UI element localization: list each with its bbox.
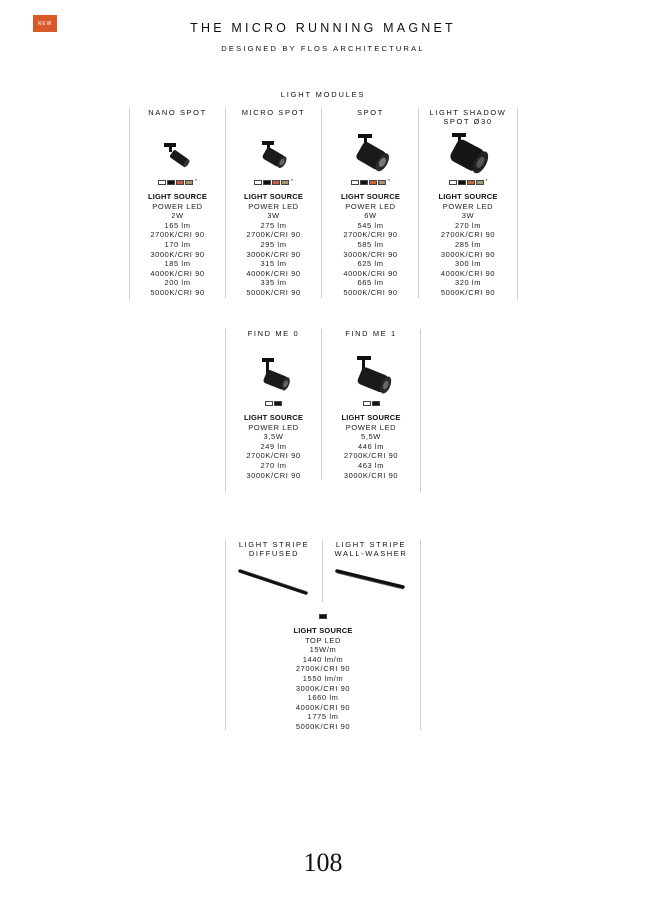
module-title: LIGHT SHADOW SPOT Ø30 xyxy=(429,108,507,126)
spec-line: TOP LED xyxy=(304,635,342,645)
finish-swatch-black xyxy=(319,614,327,619)
spec-line: 3000K/CRI 90 xyxy=(440,249,496,259)
finish-swatches xyxy=(226,180,321,192)
stripe-spec-block xyxy=(225,614,421,732)
light-source-heading: LIGHT SOURCE xyxy=(243,413,304,422)
finish-swatch-white xyxy=(254,180,262,185)
spec-line: 446 lm xyxy=(357,441,385,451)
finish-swatch-black xyxy=(263,180,271,185)
light-source-heading: LIGHT SOURCE xyxy=(340,192,401,201)
spec-line: 270 lm xyxy=(454,220,482,230)
finish-swatch-white xyxy=(265,401,273,406)
spec-line: 6W xyxy=(364,211,377,221)
spec-line: 275 lm xyxy=(260,220,287,230)
finish-swatch-copper xyxy=(176,180,184,185)
light-source-specs xyxy=(323,192,418,298)
module-title: SPOT xyxy=(357,108,384,117)
spec-line: 4000K/CRI 90 xyxy=(295,702,351,712)
finish-swatch-bronze xyxy=(281,180,289,185)
spec-line: 2700K/CRI 90 xyxy=(343,451,399,461)
page-number: 108 xyxy=(303,848,343,877)
finish-swatch-white xyxy=(449,180,457,185)
spec-line: POWER LED xyxy=(345,201,396,211)
spec-line: 3,5W xyxy=(263,432,284,442)
finish-swatch-copper xyxy=(467,180,475,185)
spec-line: 315 lm xyxy=(260,259,287,269)
spec-line: 3W xyxy=(461,211,475,221)
spec-line: POWER LED xyxy=(442,201,494,211)
spec-line: 1440 lm/m xyxy=(302,654,344,664)
stripe-column xyxy=(226,540,322,602)
light-source-heading: LIGHT SOURCE xyxy=(243,192,304,201)
spec-line: POWER LED xyxy=(248,201,299,211)
finish-swatch-black xyxy=(167,180,175,185)
column-divider xyxy=(225,329,226,492)
light-shadow-spot-icon xyxy=(420,128,516,180)
finish-swatch-copper xyxy=(369,180,377,185)
spec-line: 2700K/CRI 90 xyxy=(295,664,351,674)
spec-line: 4000K/CRI 90 xyxy=(246,268,301,278)
light-source-heading: LIGHT SOURCE xyxy=(147,192,208,201)
light-source-heading: LIGHT SOURCE xyxy=(341,413,401,422)
spec-line: 170 lm xyxy=(164,239,191,249)
spec-line: 270 lm xyxy=(260,460,287,470)
module-column xyxy=(323,329,419,480)
spec-line: 463 lm xyxy=(357,460,385,470)
finish-swatches xyxy=(323,401,419,413)
spec-line: 2700K/CRI 90 xyxy=(440,230,496,240)
spot-icon xyxy=(323,128,418,180)
spec-line: 585 lm xyxy=(357,239,384,249)
stripe-column xyxy=(323,540,419,602)
finish-swatches xyxy=(323,180,418,192)
finish-swatches xyxy=(420,180,516,192)
spec-line: 4000K/CRI 90 xyxy=(440,268,496,278)
light-stripe-diffused-icon xyxy=(226,560,322,602)
spec-line: 1550 lm/m xyxy=(302,673,344,683)
finish-swatch-copper xyxy=(272,180,280,185)
spec-line: 545 lm xyxy=(357,220,384,230)
column-divider xyxy=(517,108,518,300)
finish-swatch-white xyxy=(363,401,371,406)
spec-line: 1660 lm xyxy=(307,693,339,703)
spec-line: 4000K/CRI 90 xyxy=(150,268,205,278)
new-badge: NEW xyxy=(33,15,57,32)
spec-line: 200 lm xyxy=(164,278,191,288)
spec-line: 5,5W xyxy=(361,432,381,442)
find-me-0-icon xyxy=(226,349,321,401)
spec-line: 3000K/CRI 90 xyxy=(295,683,351,693)
spec-line: 2W xyxy=(171,211,184,221)
stripe-title: LIGHT STRIPE DIFFUSED xyxy=(238,540,310,558)
light-source-specs xyxy=(226,192,321,298)
spec-line: 300 lm xyxy=(454,259,482,269)
spec-line: 5000K/CRI 90 xyxy=(246,287,301,297)
spec-line: POWER LED xyxy=(248,422,299,432)
finish-swatch-black xyxy=(274,401,282,406)
spec-line: 3000K/CRI 90 xyxy=(150,249,205,259)
spec-line: POWER LED xyxy=(345,422,397,432)
spec-line: 2700K/CRI 90 xyxy=(246,230,301,240)
finish-swatch-black xyxy=(372,401,380,406)
finish-note-star: * xyxy=(485,179,488,185)
spec-line: 165 lm xyxy=(164,220,191,230)
light-source-specs xyxy=(130,192,225,298)
light-source-heading: LIGHT SOURCE xyxy=(438,192,498,201)
spec-line: 3000K/CRI 90 xyxy=(246,249,301,259)
finish-swatches xyxy=(225,614,421,626)
column-divider xyxy=(129,108,130,300)
spec-line: 2700K/CRI 90 xyxy=(150,230,205,240)
column-divider xyxy=(420,329,421,492)
spec-line: 1775 lm xyxy=(307,712,339,722)
spec-line: 5000K/CRI 90 xyxy=(343,287,398,297)
spec-line: 15W/m xyxy=(309,645,337,655)
finish-swatch-black xyxy=(360,180,368,185)
page-subtitle: DESIGNED BY FLOS ARCHITECTURAL xyxy=(221,44,425,53)
module-column xyxy=(130,108,226,298)
module-column xyxy=(323,108,419,298)
module-column xyxy=(226,108,322,298)
spec-line: 185 lm xyxy=(164,259,191,269)
spec-line: 4000K/CRI 90 xyxy=(343,268,398,278)
find-me-1-icon xyxy=(323,349,419,401)
spec-line: 665 lm xyxy=(357,278,384,288)
finish-note-star: * xyxy=(388,179,390,185)
light-source-specs xyxy=(323,413,419,480)
light-source-specs xyxy=(225,626,421,732)
spec-line: 2700K/CRI 90 xyxy=(343,230,398,240)
spec-line: 3000K/CRI 90 xyxy=(343,470,399,480)
finish-swatch-bronze xyxy=(378,180,386,185)
page-title: THE MICRO RUNNING MAGNET xyxy=(190,21,456,35)
module-title: MICRO SPOT xyxy=(241,108,306,117)
light-stripe-wall-washer-icon xyxy=(323,560,419,602)
spec-line: 285 lm xyxy=(454,239,482,249)
finish-note-star: * xyxy=(195,179,197,185)
finish-swatches xyxy=(130,180,225,192)
nano-spot-icon xyxy=(130,128,225,180)
spec-line: 625 lm xyxy=(357,259,384,269)
module-column xyxy=(420,108,516,298)
column-divider xyxy=(322,540,323,602)
light-source-specs xyxy=(420,192,516,298)
spec-line: 5000K/CRI 90 xyxy=(295,721,351,731)
finish-swatch-white xyxy=(158,180,166,185)
module-title: FIND ME 1 xyxy=(345,329,397,338)
module-column xyxy=(226,329,322,480)
finish-swatches xyxy=(226,401,321,413)
spec-line: POWER LED xyxy=(152,201,203,211)
spec-line: 295 lm xyxy=(260,239,287,249)
stripe-title: LIGHT STRIPE WALL-WASHER xyxy=(334,540,408,558)
spec-line: 3000K/CRI 90 xyxy=(343,249,398,259)
finish-swatch-bronze xyxy=(185,180,193,185)
spec-line: 5000K/CRI 90 xyxy=(440,287,496,297)
module-title: NANO SPOT xyxy=(148,108,207,117)
spec-line: 249 lm xyxy=(260,441,287,451)
micro-spot-icon xyxy=(226,128,321,180)
spec-line: 3000K/CRI 90 xyxy=(246,470,301,480)
finish-swatch-bronze xyxy=(476,180,484,185)
light-source-specs xyxy=(226,413,321,480)
light-source-heading: LIGHT SOURCE xyxy=(293,626,353,635)
finish-swatch-black xyxy=(458,180,466,185)
module-title: FIND ME 0 xyxy=(247,329,300,338)
spec-line: 2700K/CRI 90 xyxy=(246,451,301,461)
spec-line: 335 lm xyxy=(260,278,287,288)
spec-line: 320 lm xyxy=(454,278,482,288)
spec-line: 5000K/CRI 90 xyxy=(150,287,205,297)
spec-line: 3W xyxy=(267,211,280,221)
section-label-light-modules: LIGHT MODULES xyxy=(280,90,366,99)
finish-swatch-white xyxy=(351,180,359,185)
finish-note-star: * xyxy=(291,179,293,185)
